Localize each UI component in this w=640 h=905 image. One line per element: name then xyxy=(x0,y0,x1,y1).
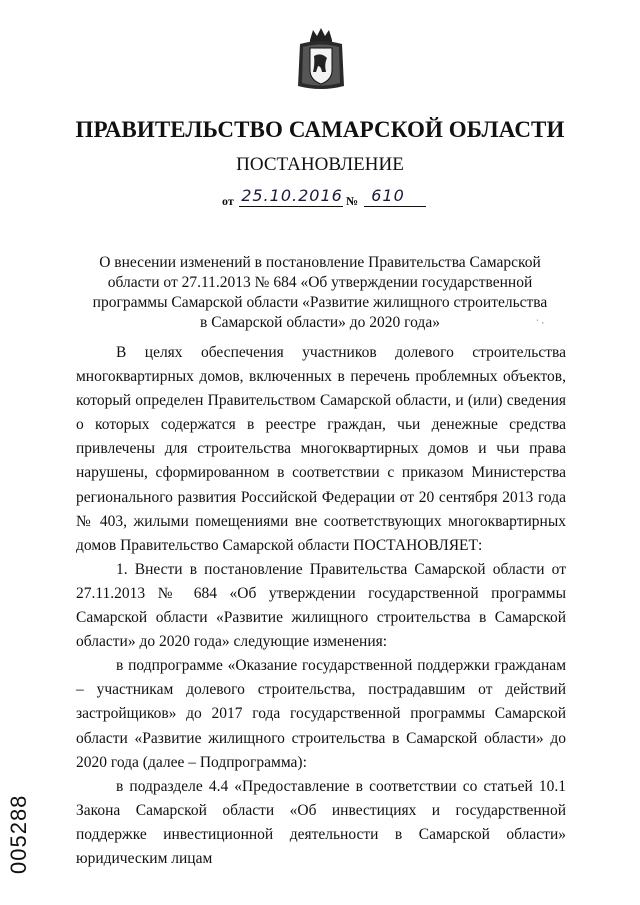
document-body xyxy=(76,341,566,871)
coat-of-arms-emblem xyxy=(296,26,346,92)
date-label: от xyxy=(222,194,234,208)
handwritten-date: 25.10.2016 xyxy=(241,186,343,205)
body-paragraph: в подпрограмме «Оказание государственной поддержки гражданам – участникам долевого строительства, пострадавшим от действий застройщиков» до 2017 года государственной программы Самарской области «Развитие жилищного строительства в Самарской области» до 2020 года (далее – Подпрограмма): xyxy=(76,657,566,771)
document-type: ПОСТАНОВЛЕНИЕ xyxy=(236,154,404,175)
date-underline xyxy=(239,206,343,207)
handwritten-number: 610 xyxy=(371,186,405,205)
number-underline xyxy=(364,206,426,207)
number-label: № xyxy=(346,194,359,208)
body-paragraph: В целях обеспечения участников долевого строительства многоквартирных домов, включенных в перечень проблемных объектов, который определен Правительством Самарской области, и (или) сведения о которых содержатся в реестре граждан, чьи денежные средства привлечены для строительства многоквартирных домов и чьи права нарушены, сформированном в соответствии с приказом Министерства регионального развития Российской Федерации от 20 сентября 2013 года № 403, жилыми помещениями вне соответствующих многоквартирных домов Правительство Самарской области ПОСТАНОВЛЯЕТ: xyxy=(76,344,566,554)
scan-mark: ˈ · xyxy=(536,318,545,328)
government-title: ПРАВИТЕЛЬСТВО САМАРСКОЙ ОБЛАСТИ xyxy=(75,117,565,142)
body-paragraph: в подразделе 4.4 «Предоставление в соответствии со статьей 10.1 Закона Самарской области «Об инвестициях и государственной поддержке инвестиционной деятельности в Самарской области» юридическим лицам xyxy=(76,777,566,867)
document-date-number xyxy=(216,186,456,210)
document-subject: О внесении изменений в постановление Правительства Самарской области от 27.11.2013 № 684 «Об утверждении государственной программы Самарской области «Развитие жилищного строительства в Самарской области» до 2020 года» xyxy=(92,254,548,331)
side-stamp-number: 005288 xyxy=(6,794,31,874)
body-paragraph: 1. Внести в постановление Правительства Самарской области от 27.11.2013 № 684 «Об утверждении государственной программы Самарской области «Развитие жилищного строительства в Самарской области» до 2020 года» следующие изменения: xyxy=(76,560,566,651)
